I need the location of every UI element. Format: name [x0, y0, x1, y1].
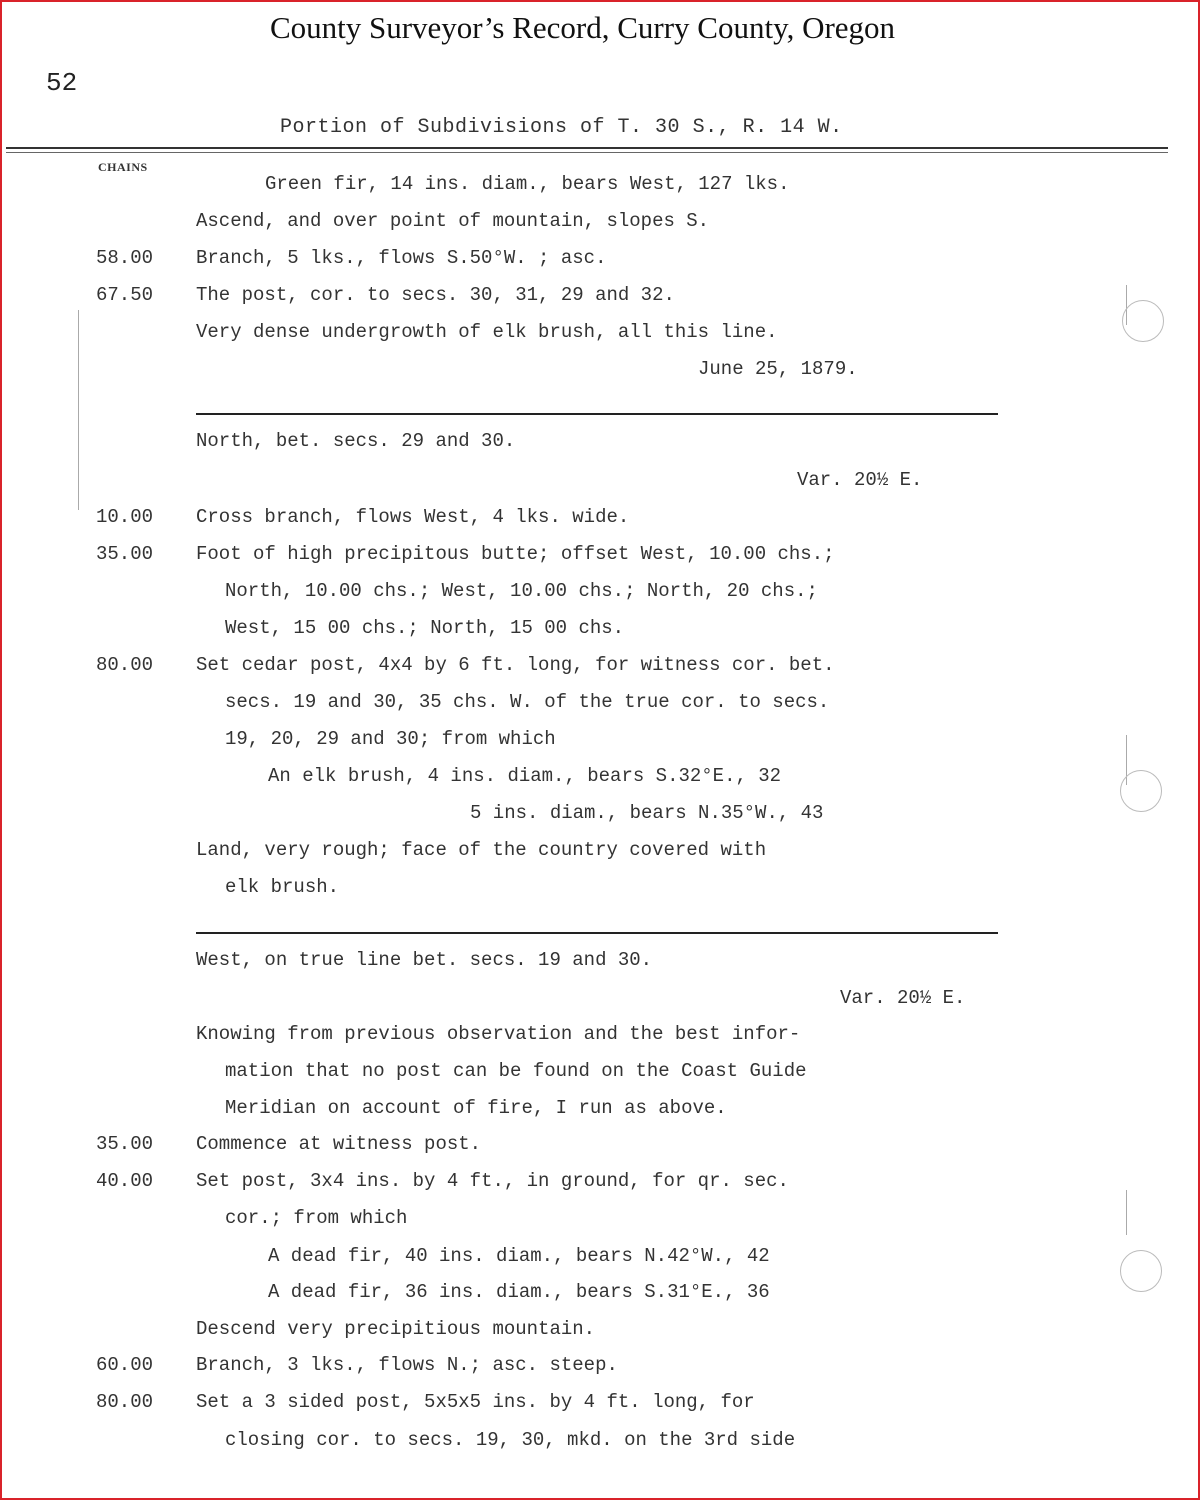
binding-hole-mark [1120, 770, 1162, 812]
entry-text: mation that no post can be found on the Coast Guide [225, 1060, 807, 1082]
entry-chainage: 35.00 [96, 1133, 154, 1155]
entry-text: Cross branch, flows West, 4 lks. wide. [196, 506, 630, 528]
entry-chainage: 40.00 [96, 1170, 154, 1192]
entry-text: Land, very rough; face of the country covered with [196, 839, 767, 861]
entry-text: cor.; from which [225, 1207, 408, 1229]
entry-chainage: 60.00 [96, 1354, 154, 1376]
page-subtitle: Portion of Subdivisions of T. 30 S., R. 14 W. [280, 116, 843, 139]
header-rule [6, 147, 1168, 149]
entry-text: elk brush. [225, 876, 340, 898]
page-number: 52 [46, 68, 78, 98]
entry-text: Ascend, and over point of mountain, slopes S. [196, 210, 710, 232]
chains-column-label: CHAINS [98, 160, 148, 174]
entry-text: Very dense undergrowth of elk brush, all this line. [196, 321, 778, 343]
entry-chainage: 80.00 [96, 1391, 154, 1413]
entry-text: Branch, 3 lks., flows N.; asc. steep. [196, 1354, 618, 1376]
entry-text: Knowing from previous observation and the best infor- [196, 1023, 801, 1045]
entry-text: North, bet. secs. 29 and 30. [196, 430, 516, 452]
section-separator [196, 932, 998, 934]
entry-chainage: 10.00 [96, 506, 154, 528]
entry-text: A dead fir, 40 ins. diam., bears N.42°W., 42 [268, 1245, 770, 1267]
entry-text: Set cedar post, 4x4 by 6 ft. long, for witness cor. bet. [196, 654, 835, 676]
entry-date: June 25, 1879. [698, 358, 858, 380]
entry-text: West, 15 00 chs.; North, 15 00 chs. [225, 617, 625, 639]
entry-text: West, on true line bet. secs. 19 and 30. [196, 949, 653, 971]
entry-text: North, 10.00 chs.; West, 10.00 chs.; North, 20 chs.; [225, 580, 818, 602]
entry-text: closing cor. to secs. 19, 30, mkd. on the 3rd side [225, 1429, 796, 1451]
entry-chainage: 58.00 [96, 247, 154, 269]
entry-chainage: 67.50 [96, 284, 154, 306]
margin-mark [1126, 1190, 1127, 1235]
header-rule-thin [6, 152, 1168, 153]
entry-text: Meridian on account of fire, I run as above. [225, 1097, 727, 1119]
entry-text: secs. 19 and 30, 35 chs. W. of the true cor. to secs. [225, 691, 830, 713]
binding-hole-mark [1122, 300, 1164, 342]
entry-variation: Var. 20½ E. [840, 987, 966, 1009]
entry-chainage: 35.00 [96, 543, 154, 565]
entry-variation: Var. 20½ E. [797, 469, 923, 491]
entry-text: An elk brush, 4 ins. diam., bears S.32°E., 32 [268, 765, 782, 787]
entry-text: Branch, 5 lks., flows S.50°W. ; asc. [196, 247, 607, 269]
entry-text: Foot of high precipitous butte; offset West, 10.00 chs.; [196, 543, 835, 565]
entry-text: Set post, 3x4 ins. by 4 ft., in ground, for qr. sec. [196, 1170, 789, 1192]
entry-text: 5 ins. diam., bears N.35°W., 43 [470, 802, 824, 824]
entry-text: Commence at witness post. [196, 1133, 482, 1155]
entry-text: 19, 20, 29 and 30; from which [225, 728, 556, 750]
entry-text: Descend very precipitious mountain. [196, 1318, 596, 1340]
margin-mark [78, 310, 79, 510]
entry-text: Set a 3 sided post, 5x5x5 ins. by 4 ft. long, for [196, 1391, 755, 1413]
binding-hole-mark [1120, 1250, 1162, 1292]
entry-text: The post, cor. to secs. 30, 31, 29 and 32. [196, 284, 675, 306]
entry-text: A dead fir, 36 ins. diam., bears S.31°E., 36 [268, 1281, 770, 1303]
entry-chainage: 80.00 [96, 654, 154, 676]
entry-text: Green fir, 14 ins. diam., bears West, 127 lks. [265, 173, 790, 195]
section-separator [196, 413, 998, 415]
page-header-title: County Surveyor’s Record, Curry County, Oregon [269, 10, 896, 45]
